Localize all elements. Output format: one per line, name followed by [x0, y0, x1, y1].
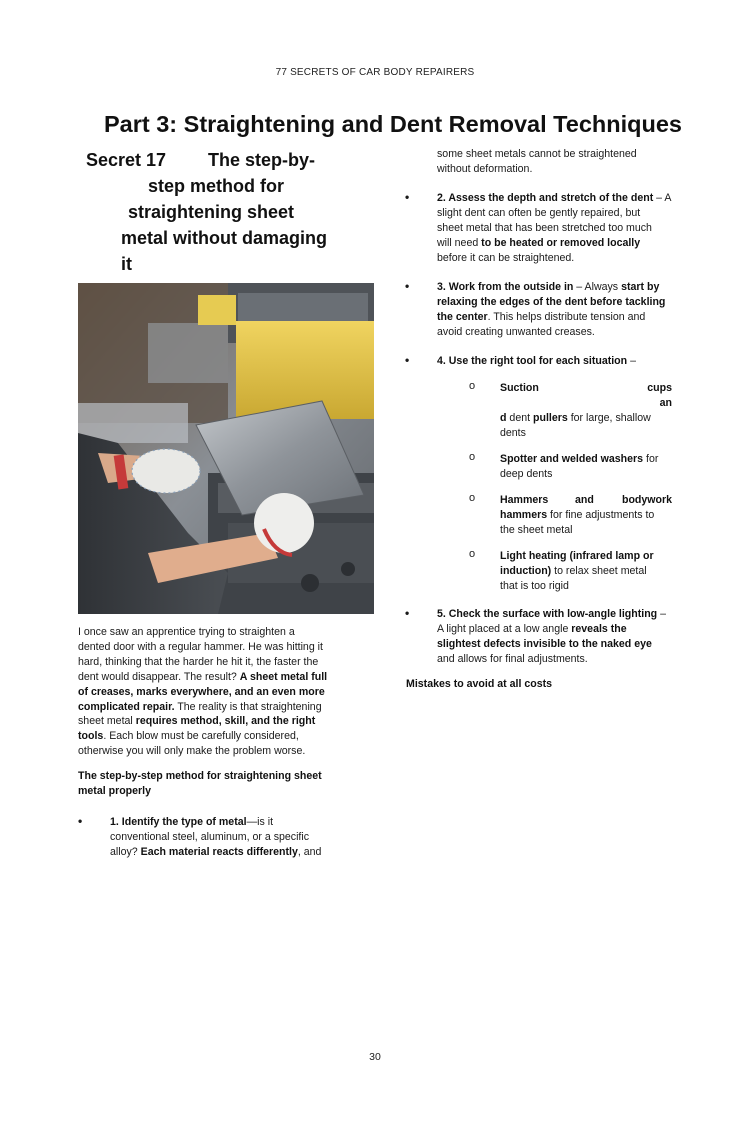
step-1-cont-line: some sheet metals cannot be straightened — [437, 148, 637, 160]
bullet-step-2: • — [405, 190, 410, 204]
photo-illustration — [78, 283, 374, 614]
step-1-bold: Each material reacts differently — [140, 845, 298, 858]
step-1-text: —is it — [246, 816, 274, 828]
tool-3-word: and — [575, 494, 594, 506]
tool-1-line — [500, 381, 672, 396]
secret-title-line-2: step method for — [148, 176, 285, 196]
step-5-label: 5. Check the surface with low-angle lighting — [437, 608, 658, 620]
step-2-line: before it can be straightened. — [437, 251, 575, 264]
bullet-step-1: • — [78, 814, 83, 828]
bullet-step-3: • — [405, 279, 410, 293]
intro-text: . Each blow must be carefully considered, — [103, 730, 299, 743]
tool-3-text: for fine adjustments to — [547, 508, 655, 521]
tool-4-bold: induction) — [500, 564, 552, 577]
step-5-text: A light placed at a low angle — [437, 622, 572, 635]
tool-1-bold: pullers — [533, 411, 568, 424]
tool-4-bold: Light heating (infrared lamp or — [500, 550, 654, 562]
step-3-text: – Always — [573, 281, 622, 293]
intro-bold-text: complicated repair. — [78, 700, 175, 713]
tool-3-line: the sheet metal — [500, 523, 573, 536]
tool-4-text: to relax sheet metal — [551, 564, 647, 577]
tool-1 — [500, 381, 672, 441]
secret-title-line-1: The step-by- — [208, 150, 316, 170]
intro-paragraph — [78, 625, 345, 759]
tool-3-word: bodywork — [621, 494, 672, 506]
tool-1-word: cups — [647, 382, 672, 394]
intro-line: otherwise you will only make the problem worse. — [78, 745, 306, 758]
tool-2-line: deep dents — [500, 467, 553, 480]
step-3-line — [437, 310, 672, 325]
step-3-line: avoid creating unwanted creases. — [437, 325, 595, 338]
tool-4-line — [500, 564, 672, 579]
tool-1-bold: d — [500, 411, 507, 424]
bullet-step-5: • — [405, 606, 410, 620]
intro-line: hard, thinking that the harder he hit it, the faster the — [78, 655, 319, 668]
secret-title-line-5: it — [121, 254, 132, 274]
step-5-line — [437, 637, 672, 652]
step-3-bold: start by — [621, 281, 660, 293]
tool-3-line — [500, 508, 672, 523]
tool-4-line: that is too rigid — [500, 579, 569, 592]
step-2 — [437, 191, 672, 266]
page-number: 30 — [369, 1051, 381, 1063]
tool-1-text: for large, shallow — [567, 411, 651, 424]
tool-1-word: an — [659, 396, 672, 409]
step-3-line — [437, 280, 672, 295]
intro-bold-text: tools — [78, 730, 104, 743]
step-4-label: 4. Use the right tool for each situation — [437, 355, 628, 367]
intro-line — [78, 685, 345, 700]
step-2-line: sheet metal that has been stretched too much — [437, 221, 652, 234]
step-2-line: slight dent can often be gently repaired, but — [437, 206, 641, 219]
step-1 — [110, 815, 345, 860]
intro-text: sheet metal — [78, 715, 136, 728]
step-2-bold: to be heated or removed locally — [481, 236, 641, 249]
step-5 — [437, 607, 672, 667]
tool-1-word: Suction — [500, 382, 539, 394]
step-5-bold: slightest defects invisible to the naked eye — [437, 637, 652, 650]
step-3-label: 3. Work from the outside in — [437, 281, 574, 293]
intro-text: The reality is that straightening — [174, 700, 322, 713]
step-5-line — [437, 622, 672, 637]
tool-4 — [500, 549, 672, 594]
step-2-label: 2. Assess the depth and stretch of the dent — [437, 192, 654, 204]
step-4-text: – — [627, 355, 636, 367]
step-1-text: , and — [297, 845, 322, 858]
tool-1-line — [500, 396, 672, 411]
intro-line — [78, 670, 345, 685]
step-5-line — [437, 607, 672, 622]
tool-4-marker: o — [469, 548, 476, 560]
intro-line: dented door with a regular hammer. He was hitting it — [78, 640, 323, 653]
tool-3-word: Hammers — [500, 494, 549, 506]
step-1-continued — [437, 147, 672, 177]
sheet-metal-press-photo — [78, 283, 374, 614]
step-1-line: conventional steel, aluminum, or a specific — [110, 830, 310, 843]
intro-text: dent would disappear. The result? — [78, 670, 240, 683]
tool-2 — [500, 452, 672, 482]
step-1-line — [110, 845, 345, 860]
step-3-text: . This helps distribute tension and — [487, 310, 646, 323]
step-4-line — [437, 354, 672, 369]
running-header: 77 SECRETS OF CAR BODY REPAIRERS — [275, 67, 475, 78]
tool-2-bold: Spotter and welded washers — [500, 453, 644, 465]
step-1-text: alloy? — [110, 845, 141, 858]
secret-title-line-3: straightening sheet — [128, 202, 295, 222]
step-1-line — [110, 815, 345, 830]
tool-1-text: dent — [506, 411, 533, 424]
bullet-step-4: • — [405, 353, 410, 367]
secret-title-line-4: metal without damaging — [121, 228, 328, 248]
step-1-cont-line: without deformation. — [437, 162, 533, 175]
method-heading-line: The step-by-step method for straightening sheet — [78, 770, 322, 782]
intro-bold-text: A sheet metal full — [239, 670, 328, 683]
intro-line — [78, 700, 345, 715]
step-5-line: and allows for final adjustments. — [437, 652, 588, 665]
secret-number: Secret 17 — [86, 150, 167, 170]
tool-1-marker: o — [469, 380, 476, 392]
tool-2-text: for — [643, 453, 659, 465]
step-2-line — [437, 191, 672, 206]
step-3-bold: relaxing the edges of the dent before tackling — [437, 295, 666, 308]
step-4 — [437, 354, 672, 369]
intro-bold-text: of creases, marks everywhere, and an even more — [78, 685, 325, 698]
tool-4-line — [500, 549, 672, 564]
tool-3 — [500, 493, 672, 538]
step-2-text: – A — [653, 192, 672, 204]
method-heading-line: metal properly — [78, 784, 152, 797]
tool-2-marker: o — [469, 451, 476, 463]
part-title: Part 3: Straightening and Dent Removal Techniques — [103, 111, 683, 137]
step-3 — [437, 280, 672, 340]
tool-1-line — [500, 411, 672, 426]
intro-bold-text: requires method, skill, and the right — [135, 715, 316, 728]
step-3-bold: the center — [437, 310, 488, 323]
tool-3-marker: o — [469, 492, 476, 504]
tool-1-line: dents — [500, 426, 526, 439]
step-3-line — [437, 295, 672, 310]
tool-3-line — [500, 493, 672, 508]
intro-line: I once saw an apprentice trying to straighten a — [78, 626, 295, 638]
step-5-text: – — [657, 608, 666, 620]
step-1-label: 1. Identify the type of metal — [110, 816, 247, 828]
step-2-text: will need — [437, 236, 482, 249]
tool-3-bold: hammers — [500, 508, 548, 521]
method-heading — [78, 769, 345, 799]
tool-2-line — [500, 452, 672, 467]
step-2-line — [437, 236, 672, 251]
intro-line — [78, 729, 345, 744]
step-5-bold: reveals the — [571, 622, 627, 635]
mistakes-heading: Mistakes to avoid at all costs — [406, 678, 553, 690]
intro-line — [78, 714, 345, 729]
